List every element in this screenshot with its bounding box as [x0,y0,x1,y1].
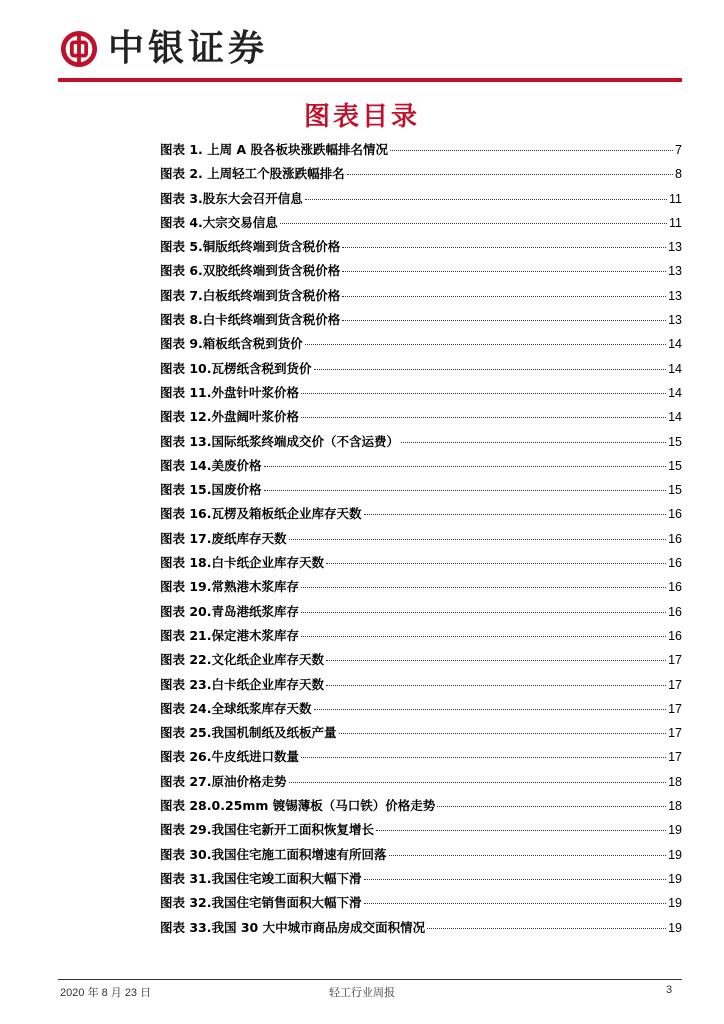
toc-dot-leader [301,612,666,613]
toc-entry[interactable] [160,504,682,528]
toc-dot-leader [342,271,666,272]
toc-entry-page: 16 [668,556,682,571]
toc-dot-leader [301,587,666,588]
toc-dot-leader [389,855,667,856]
toc-entry-label: 图表 32.我国住宅销售面积大幅下滑 [160,895,362,911]
toc-dot-leader [305,199,667,200]
toc-dot-leader [289,782,667,783]
toc-entry[interactable] [160,918,682,942]
toc-dot-leader [289,539,667,540]
toc-entry[interactable] [160,480,682,504]
toc-entry-page: 18 [668,799,682,814]
toc-entry-page: 14 [668,337,682,352]
toc-entry[interactable] [160,553,682,577]
toc-entry-page: 15 [668,458,682,473]
toc-entry[interactable] [160,772,682,796]
toc-entry-page: 11 [669,215,682,230]
toc-entry[interactable] [160,237,682,261]
toc-dot-leader [301,757,666,758]
toc-entry-label: 图表 9.箱板纸含税到货价 [160,336,303,352]
toc-entry-page: 16 [668,531,682,546]
toc-entry[interactable] [160,650,682,674]
toc-entry[interactable] [160,383,682,407]
toc-entry-label: 图表 26.牛皮纸进口数量 [160,749,299,765]
toc-entry[interactable] [160,845,682,869]
toc-dot-leader [390,150,673,151]
toc-entry[interactable] [160,747,682,771]
toc-entry[interactable] [160,164,682,188]
toc-entry-label: 图表 6.双胶纸终端到货含税价格 [160,263,341,279]
toc-entry[interactable] [160,310,682,334]
brand-name: 中银证券 [108,27,269,69]
toc-entry[interactable] [160,359,682,383]
toc-entry-page: 17 [668,677,682,692]
toc-entry-label: 图表 31.我国住宅竣工面积大幅下滑 [160,870,362,886]
toc-entry-label: 图表 10.瓦楞纸含税到货价 [160,360,312,376]
toc-entry-label: 图表 13.国际纸浆终端成交价（不含运费） [160,433,399,449]
toc-entry-label: 图表 24.全球纸浆库存天数 [160,700,312,716]
toc-entry-page: 7 [675,143,682,157]
toc-dot-leader [326,685,666,686]
toc-entry-page: 13 [668,288,682,303]
toc-entry-label: 图表 7.白板纸终端到货含税价格 [160,287,341,303]
toc-entry-page: 13 [668,313,682,328]
toc-entry-page: 15 [668,483,682,498]
toc-dot-leader [326,563,666,564]
toc-entry-page: 17 [668,653,682,668]
toc-entry-page: 16 [668,604,682,619]
toc-dot-leader [326,660,666,661]
toc-entry-label: 图表 29.我国住宅新开工面积恢复增长 [160,822,374,838]
toc-entry-page: 19 [668,896,682,911]
toc-entry-label: 图表 20.青岛港纸浆库存 [160,603,299,619]
toc-entry[interactable] [160,456,682,480]
toc-entry-page: 19 [668,823,682,838]
toc-entry[interactable] [160,213,682,237]
header-divider [58,78,682,82]
toc-dot-leader [401,442,666,443]
toc-entry-label: 图表 16.瓦楞及箱板纸企业库存天数 [160,506,362,522]
toc-dot-leader [364,514,667,515]
toc-entry-label: 图表 8.白卡纸终端到货含税价格 [160,312,341,328]
page-header [0,0,724,84]
toc-entry-label: 图表 2. 上周轻工个股涨跌幅排名 [160,166,345,182]
toc-entry-page: 14 [668,361,682,376]
toc-entry-page: 19 [668,847,682,862]
toc-entry[interactable] [160,577,682,601]
bank-of-china-logo-icon [60,30,98,68]
toc-entry-page: 14 [668,385,682,400]
toc-entry-page: 16 [668,580,682,595]
toc-dot-leader [301,417,666,418]
toc-entry-page: 16 [668,507,682,522]
toc-entry-page: 11 [669,191,682,206]
toc-dot-leader [342,320,666,321]
footer-divider [58,979,682,980]
toc-entry[interactable] [160,675,682,699]
toc-entry[interactable] [160,334,682,358]
toc-entry-label: 图表 1. 上周 A 股各板块涨跌幅排名情况 [160,142,389,157]
toc-entry[interactable] [160,189,682,213]
toc-dot-leader [427,928,666,929]
toc-entry-label: 图表 23.白卡纸企业库存天数 [160,676,324,692]
footer-page-number: 3 [666,984,673,996]
toc-entry-label: 图表 14.美废价格 [160,457,262,473]
toc-entry-label: 图表 17.废纸库存天数 [160,530,287,546]
table-of-figures [160,140,682,942]
toc-dot-leader [314,369,667,370]
toc-entry-label: 图表 33.我国 30 大中城市商品房成交面积情况 [160,919,426,935]
toc-entry-page: 19 [668,871,682,886]
footer-report-type: 轻工行业周报 [329,987,395,999]
toc-entry[interactable] [160,140,682,164]
footer-date: 2020 年 8 月 23 日 [60,987,152,999]
toc-entry[interactable] [160,723,682,747]
toc-dot-leader [305,344,666,345]
toc-entry-page: 17 [668,726,682,741]
toc-entry-page: 17 [668,750,682,765]
toc-entry-label: 图表 18.白卡纸企业库存天数 [160,555,324,571]
toc-entry[interactable] [160,626,682,650]
toc-entry-page: 16 [668,628,682,643]
toc-dot-leader [376,830,666,831]
toc-dot-leader [364,879,667,880]
toc-entry-label: 图表 5.铜版纸终端到货含税价格 [160,239,341,255]
toc-entry-label: 图表 21.保定港木浆库存 [160,627,299,643]
toc-entry-page: 18 [668,774,682,789]
toc-entry[interactable] [160,286,682,310]
toc-dot-leader [347,174,673,175]
toc-dot-leader [280,223,667,224]
toc-entry[interactable] [160,407,682,431]
toc-dot-leader [342,247,666,248]
toc-entry-page: 15 [668,434,682,449]
toc-entry[interactable] [160,796,682,820]
toc-dot-leader [437,806,666,807]
toc-entry[interactable] [160,602,682,626]
toc-entry-label: 图表 12.外盘阔叶浆价格 [160,409,299,425]
toc-entry-label: 图表 4.大宗交易信息 [160,214,278,230]
toc-entry[interactable] [160,432,682,456]
toc-dot-leader [301,393,666,394]
toc-dot-leader [314,709,667,710]
toc-entry-page: 17 [668,701,682,716]
toc-entry-label: 图表 25.我国机制纸及纸板产量 [160,725,337,741]
toc-entry-label: 图表 15.国废价格 [160,482,262,498]
toc-dot-leader [264,490,667,491]
toc-entry[interactable] [160,893,682,917]
toc-entry-label: 图表 27.原油价格走势 [160,773,287,789]
toc-dot-leader [339,733,667,734]
toc-entry-page: 19 [668,920,682,935]
toc-dot-leader [264,466,667,467]
toc-entry-page: 13 [668,240,682,255]
toc-dot-leader [301,636,666,637]
toc-entry[interactable] [160,529,682,553]
toc-entry[interactable] [160,699,682,723]
toc-entry[interactable] [160,820,682,844]
toc-entry-page: 14 [668,410,682,425]
toc-entry-label: 图表 3.股东大会召开信息 [160,190,303,206]
toc-entry-page: 8 [675,167,682,182]
toc-entry-label: 图表 28.0.25mm 镀锡薄板（马口铁）价格走势 [160,798,436,814]
toc-entry-label: 图表 30.我国住宅施工面积增速有所回落 [160,846,387,862]
toc-entry-label: 图表 22.文化纸企业库存天数 [160,652,324,668]
toc-title: 图表目录 [303,102,420,132]
toc-entry-page: 13 [668,264,682,279]
toc-dot-leader [342,296,666,297]
toc-entry-label: 图表 19.常熟港木浆库存 [160,579,299,595]
toc-entry[interactable] [160,261,682,285]
toc-entry[interactable] [160,869,682,893]
toc-dot-leader [364,903,667,904]
toc-entry-label: 图表 11.外盘针叶浆价格 [160,384,299,400]
